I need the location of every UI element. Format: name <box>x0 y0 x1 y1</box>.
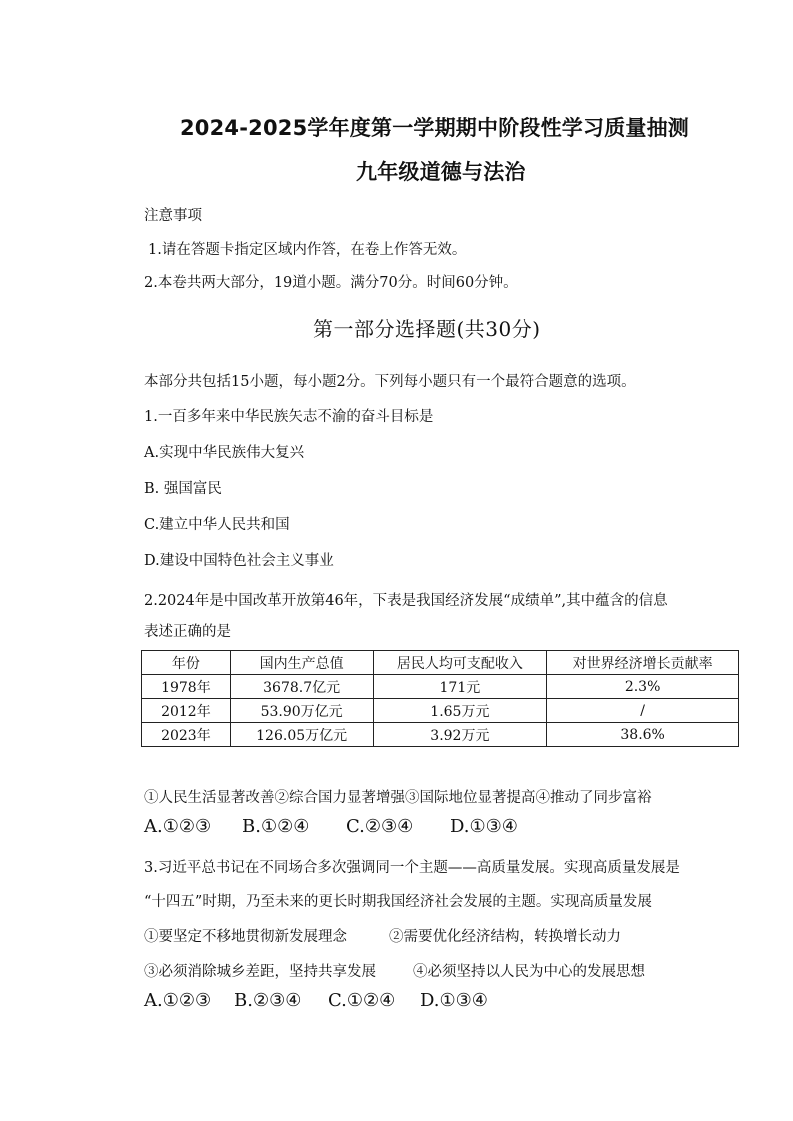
q2-choice-a: A.①②③ <box>144 816 212 837</box>
table-header-cell: 年份 <box>142 651 231 675</box>
q3-choice-d: D.①③④ <box>420 990 488 1011</box>
notice-heading: 注意事项 <box>144 208 202 224</box>
economy-table <box>141 650 739 747</box>
table-cell: 3.92万元 <box>373 723 547 747</box>
q3-choice-a: A.①②③ <box>144 990 212 1011</box>
table-row <box>142 723 739 747</box>
section-title: 第一部分选择题(共30分) <box>313 317 541 341</box>
q2-choice-d: D.①③④ <box>450 816 518 837</box>
q2-choice-b: B.①②④ <box>242 816 310 837</box>
table-header-cell: 国内生产总值 <box>230 651 373 675</box>
exam-title: 2024-2025学年度第一学期期中阶段性学习质量抽测 <box>180 116 690 140</box>
table-cell: 38.6% <box>547 723 739 747</box>
q3-choice-c: C.①②④ <box>328 990 396 1011</box>
q3-statement-3: ③必须消除城乡差距，坚持共享发展 <box>144 964 376 980</box>
exam-subtitle: 九年级道德与法治 <box>356 160 526 184</box>
q1-stem: 1.一百多年来中华民族矢志不渝的奋斗目标是 <box>144 409 434 425</box>
table-cell: 171元 <box>373 675 547 699</box>
q3-stem-line1: 3.习近平总书记在不同场合多次强调同一个主题——高质量发展。实现高质量发展是 <box>144 860 680 876</box>
q3-statement-2: ②需要优化经济结构，转换增长动力 <box>389 929 621 945</box>
table-cell: 53.90万亿元 <box>230 699 373 723</box>
table-cell: 1978年 <box>142 675 231 699</box>
table-cell: 1.65万元 <box>373 699 547 723</box>
notice-item-1: 1.请在答题卡指定区域内作答，在卷上作答无效。 <box>148 242 467 258</box>
table-cell: / <box>547 699 739 723</box>
q2-stem-line1: 2.2024年是中国改革开放第46年，下表是我国经济发展“成绩单”,其中蕴含的信息 <box>144 593 668 609</box>
table-cell: 2.3% <box>547 675 739 699</box>
q3-choice-b: B.②③④ <box>234 990 302 1011</box>
q2-choice-c: C.②③④ <box>346 816 414 837</box>
table-cell: 2023年 <box>142 723 231 747</box>
table-cell: 126.05万亿元 <box>230 723 373 747</box>
q2-statements: ①人民生活显著改善②综合国力显著增强③国际地位显著提高④推动了同步富裕 <box>144 790 652 806</box>
table-row <box>142 675 739 699</box>
q3-statement-4: ④必须坚持以人民为中心的发展思想 <box>413 964 645 980</box>
notice-item-2: 2.本卷共两大部分，19道小题。满分70分。时间60分钟。 <box>144 275 518 291</box>
q3-statement-1: ①要坚定不移地贯彻新发展理念 <box>144 929 347 945</box>
section-intro: 本部分共包括15小题，每小题2分。下列每小题只有一个最符合题意的选项。 <box>144 374 636 390</box>
q3-stem-line2: “十四五”时期，乃至未来的更长时期我国经济社会发展的主题。实现高质量发展 <box>144 894 652 910</box>
table-cell: 3678.7亿元 <box>230 675 373 699</box>
table-header-cell: 居民人均可支配收入 <box>373 651 547 675</box>
q1-option-c: C.建立中华人民共和国 <box>144 517 290 533</box>
table-row <box>142 699 739 723</box>
table-cell: 2012年 <box>142 699 231 723</box>
q1-option-d: D.建设中国特色社会主义事业 <box>144 553 334 569</box>
q1-option-a: A.实现中华民族伟大复兴 <box>144 445 305 461</box>
q2-stem-line2: 表述正确的是 <box>144 624 231 640</box>
q1-option-b: B. 强国富民 <box>144 481 222 497</box>
table-header-cell: 对世界经济增长贡献率 <box>547 651 739 675</box>
table-header-row <box>142 651 739 675</box>
